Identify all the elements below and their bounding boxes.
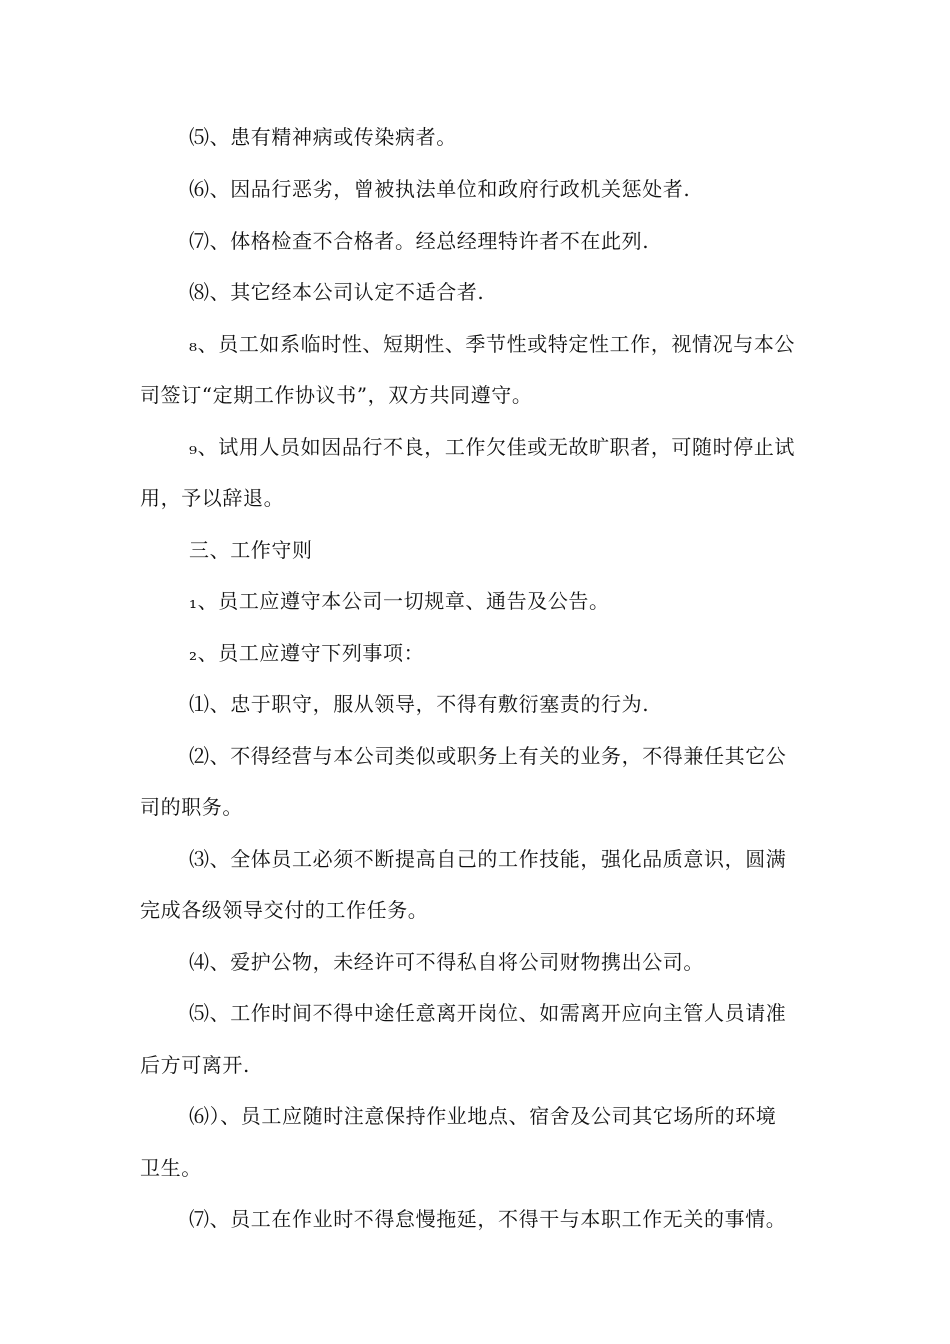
paragraph-line: ₂、员工应遵守下列事项： [189,641,425,665]
paragraph-line: 司的职务。 [140,795,243,819]
paragraph-line: ⑸、工作时间不得中途任意离开岗位、如需离开应向主管人员请准 [189,1001,787,1025]
paragraph-line: 卫生。 [140,1156,202,1180]
paragraph-line: ⑵、不得经营与本公司类似或职务上有关的业务，不得兼任其它公 [189,744,787,768]
paragraph-line: ₁、员工应遵守本公司一切规章、通告及公告。 [189,589,610,613]
section-heading: 三、工作守则 [189,538,313,562]
paragraph-line: 用，予以辞退。 [140,486,285,510]
paragraph-line: ⑸、患有精神病或传染病者。 [189,125,457,149]
paragraph-line: ⑻、其它经本公司认定不适合者. [189,280,485,304]
paragraph-line: ⑷、爱护公物，未经许可不得私自将公司财物携出公司。 [189,950,704,974]
paragraph-line: ⑹）、员工应随时注意保持作业地点、宿舍及公司其它场所的环境 [189,1104,777,1128]
paragraph-line: 完成各级领导交付的工作任务。 [140,898,429,922]
paragraph-line: ₈、员工如系临时性、短期性、季节性或特定性工作，视情况与本公 [189,332,796,356]
paragraph-line: 后方可离开. [140,1053,250,1077]
paragraph-line: ⑴、忠于职守，服从领导，不得有敷衍塞责的行为. [189,692,650,716]
paragraph-line: ⑺、员工在作业时不得怠慢拖延，不得干与本职工作无关的事情。 [189,1207,787,1231]
paragraph-line: ₉、试用人员如因品行不良，工作欠佳或无故旷职者，可随时停止试 [189,435,796,459]
paragraph-line: ⑶、全体员工必须不断提高自己的工作技能，强化品质意识，圆满 [189,847,787,871]
paragraph-line: ⑺、体格检查不合格者。经总经理特许者不在此列. [189,229,650,253]
paragraph-line: ⑹、因品行恶劣，曾被执法单位和政府行政机关惩处者. [189,177,691,201]
paragraph-line: 司签订“定期工作协议书”，双方共同遵守。 [140,383,533,407]
